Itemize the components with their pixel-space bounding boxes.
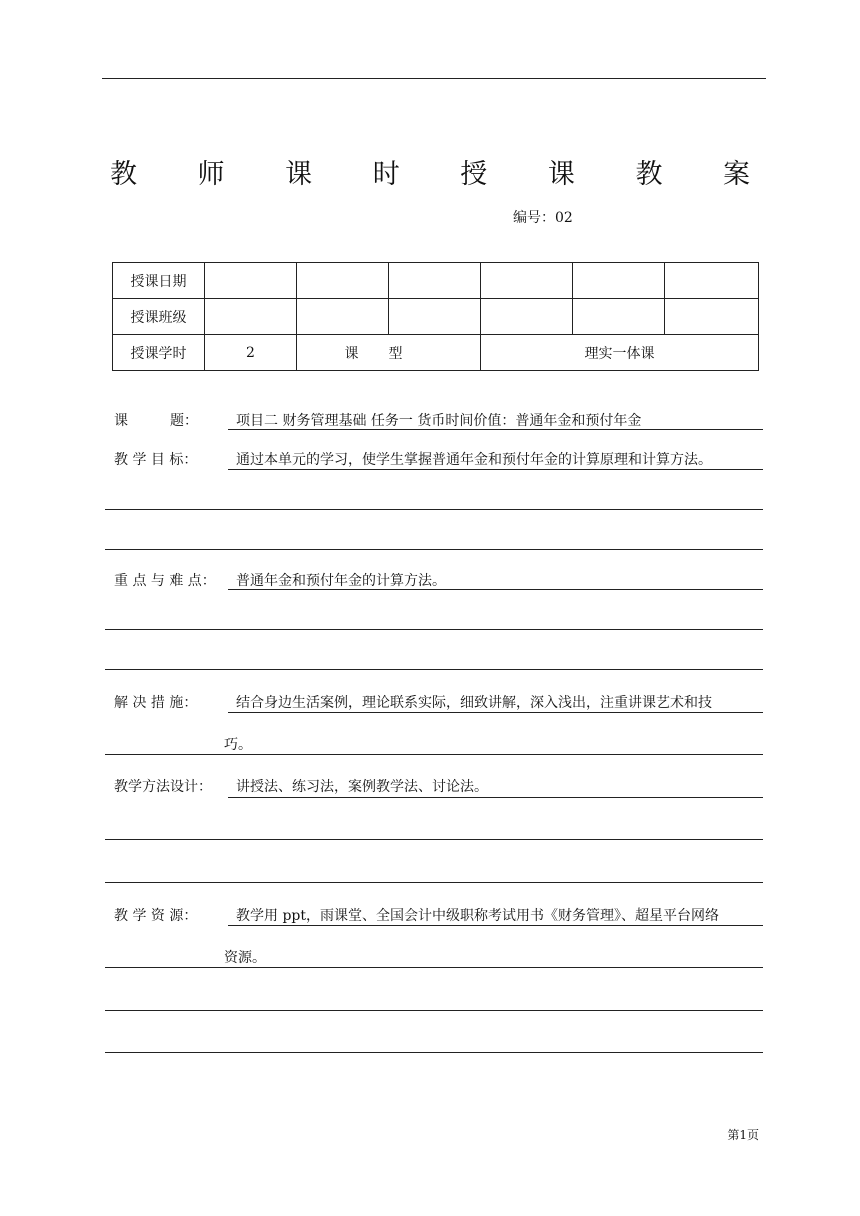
ruled-line	[105, 549, 763, 550]
ruled-line	[105, 967, 763, 968]
class-cell[interactable]	[573, 299, 665, 335]
header-rule	[102, 78, 766, 79]
ruled-line	[105, 629, 763, 630]
class-label: 授课班级	[113, 299, 205, 335]
date-cell[interactable]	[389, 263, 481, 299]
objective-underline	[228, 469, 763, 470]
ruled-line	[105, 754, 763, 755]
date-cell[interactable]	[205, 263, 297, 299]
resources-continuation: 资源。	[224, 950, 266, 966]
info-table	[112, 262, 759, 371]
ruled-line	[105, 882, 763, 883]
table-row	[113, 263, 759, 299]
table-row	[113, 335, 759, 371]
key-points-underline	[228, 589, 763, 590]
table-row	[113, 299, 759, 335]
class-cell[interactable]	[665, 299, 759, 335]
class-cell[interactable]	[389, 299, 481, 335]
resources-value: 教学用 ppt，雨课堂、全国会计中级职称考试用书《财务管理》、超星平台网络	[236, 908, 719, 924]
date-cell[interactable]	[481, 263, 573, 299]
hours-label: 授课学时	[113, 335, 205, 371]
date-cell[interactable]	[573, 263, 665, 299]
methods-value: 讲授法、练习法，案例教学法、讨论法。	[236, 779, 488, 795]
measures-underline	[228, 712, 763, 713]
topic-underline	[228, 429, 763, 430]
objective-value: 通过本单元的学习，使学生掌握普通年金和预付年金的计算原理和计算方法。	[236, 452, 712, 468]
course-type-value: 理实一体课	[481, 335, 759, 371]
measures-label: 解 决 措 施：	[114, 695, 198, 711]
key-points-value: 普通年金和预付年金的计算方法。	[236, 573, 446, 589]
ruled-line	[105, 669, 763, 670]
class-cell[interactable]	[297, 299, 389, 335]
key-points-label: 重 点 与 难 点：	[114, 573, 216, 589]
resources-label: 教 学 资 源：	[114, 908, 198, 924]
hours-value: 2	[205, 335, 297, 371]
topic-value: 项目二 财务管理基础 任务一 货币时间价值：普通年金和预付年金	[236, 413, 642, 429]
measures-value: 结合身边生活案例，理论联系实际，细致讲解，深入浅出，注重讲课艺术和技	[236, 695, 712, 711]
date-cell[interactable]	[665, 263, 759, 299]
ruled-line	[105, 1010, 763, 1011]
date-cell[interactable]	[297, 263, 389, 299]
page-number: 第1页	[727, 1128, 759, 1142]
document-title: 教 师 课 时 授 课 教 案	[109, 159, 777, 190]
ruled-line	[105, 509, 763, 510]
class-cell[interactable]	[205, 299, 297, 335]
measures-continuation: 巧。	[224, 737, 252, 753]
resources-underline	[228, 925, 763, 926]
document-number: 编号：02	[513, 210, 573, 226]
course-type-label: 课型	[297, 335, 481, 371]
methods-label: 教学方法设计：	[114, 779, 212, 795]
class-cell[interactable]	[481, 299, 573, 335]
ruled-line	[105, 1052, 763, 1053]
methods-underline	[228, 797, 763, 798]
ruled-line	[105, 839, 763, 840]
topic-label: 课 题：	[114, 413, 198, 429]
objective-label: 教 学 目 标：	[114, 452, 198, 468]
date-label: 授课日期	[113, 263, 205, 299]
